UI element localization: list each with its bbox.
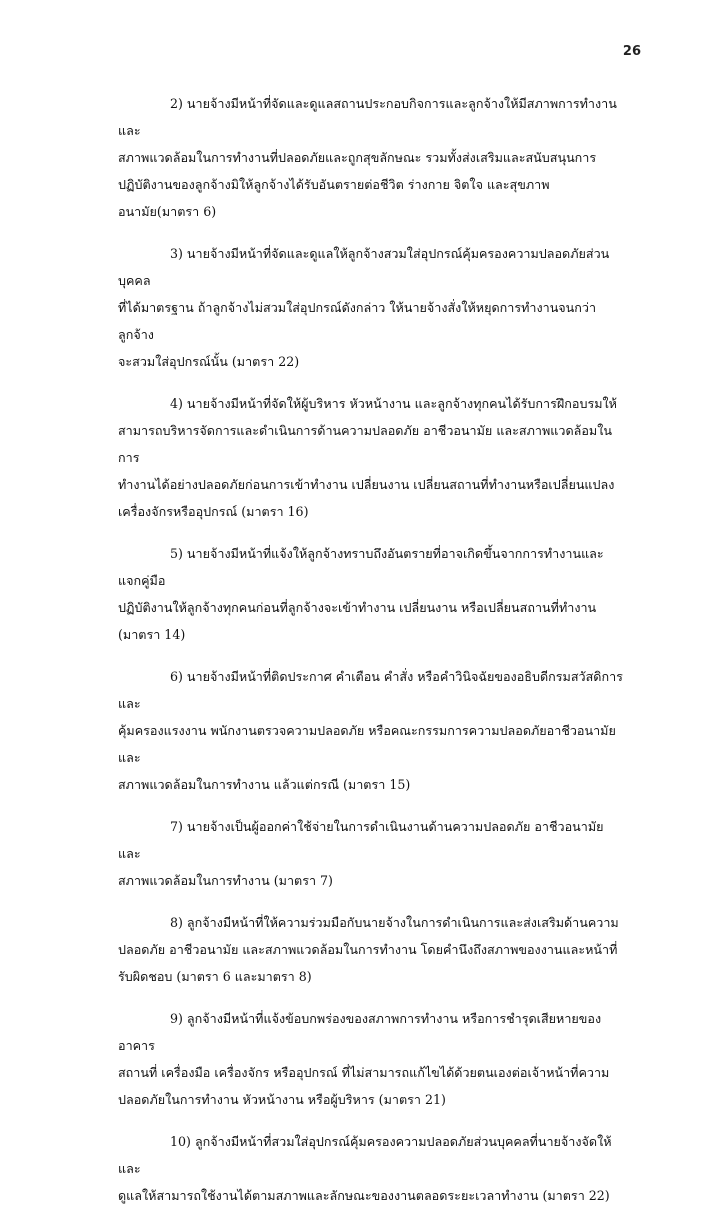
- paragraph-line: 3) นายจ้างมีหน้าที่จัดและดูแลให้ลูกจ้างสวมใส่อุปกรณ์คุ้มครองความปลอดภัยส่วนบุคคล: [118, 246, 610, 288]
- numbered-paragraph: [118, 240, 623, 375]
- paragraph-line: สภาพแวดล้อมในการทำงานที่ปลอดภัยและถูกสุขลักษณะ รวมทั้งส่งเสริมและสนับสนุนการ: [118, 150, 597, 165]
- body-text: [118, 90, 623, 1224]
- paragraph-line: ที่ได้มาตรฐาน ถ้าลูกจ้างไม่สวมใส่อุปกรณ์ดังกล่าว ให้นายจ้างสั่งให้หยุดการทำงานจนกว่าลูกจ้าง: [118, 300, 597, 342]
- paragraph-line: เครื่องจักรหรืออุปกรณ์ (มาตรา 16): [118, 504, 309, 519]
- paragraph-line: ปฏิบัติงานให้ลูกจ้างทุกคนก่อนที่ลูกจ้างจะเข้าทำงาน เปลี่ยนงาน หรือเปลี่ยนสถานที่ทำงาน: [118, 600, 597, 615]
- paragraph-line: 2) นายจ้างมีหน้าที่จัดและดูแลสถานประกอบกิจการและลูกจ้างให้มีสภาพการทำงานและ: [118, 96, 617, 138]
- paragraph-line: (มาตรา 14): [118, 627, 186, 642]
- paragraph-line: ดูแลให้สามารถใช้งานได้ตามสภาพและลักษณะของงานตลอดระยะเวลาทำงาน (มาตรา 22): [118, 1188, 610, 1203]
- numbered-paragraph: [118, 540, 623, 648]
- paragraph-line: จะสวมใส่อุปกรณ์นั้น (มาตรา 22): [118, 354, 300, 369]
- paragraph-line: สภาพแวดล้อมในการทำงาน แล้วแต่กรณี (มาตรา 15): [118, 777, 411, 792]
- paragraph-line: 9) ลูกจ้างมีหน้าที่แจ้งข้อบกพร่องของสภาพการทำงาน หรือการชำรุดเสียหายของอาคาร: [118, 1011, 602, 1053]
- paragraph-line: 10) ลูกจ้างมีหน้าที่สวมใส่อุปกรณ์คุ้มครองความปลอดภัยส่วนบุคคลที่นายจ้างจัดให้ และ: [118, 1134, 612, 1176]
- numbered-paragraph: [118, 1005, 623, 1113]
- paragraph-line: รับผิดชอบ (มาตรา 6 และมาตรา 8): [118, 969, 312, 984]
- numbered-paragraph: [118, 390, 623, 525]
- paragraph-line: ปฏิบัติงานของลูกจ้างมิให้ลูกจ้างได้รับอันตรายต่อชีวิต ร่างกาย จิตใจ และสุขภาพอนามัย(มาตรา 6): [118, 177, 550, 219]
- paragraph-line: 4) นายจ้างมีหน้าที่จัดให้ผู้บริหาร หัวหน้างาน และลูกจ้างทุกคนได้รับการฝึกอบรมให้: [170, 396, 617, 411]
- paragraph-line: 7) นายจ้างเป็นผู้ออกค่าใช้จ่ายในการดำเนินงานด้านความปลอดภัย อาชีวอนามัยและ: [118, 819, 604, 861]
- paragraph-line: 5) นายจ้างมีหน้าที่แจ้งให้ลูกจ้างทราบถึงอันตรายที่อาจเกิดขึ้นจากการทำงานและแจกคู่มือ: [118, 546, 604, 588]
- numbered-paragraph: [118, 813, 623, 894]
- numbered-paragraph: [118, 663, 623, 798]
- numbered-paragraph: [118, 1128, 623, 1209]
- page-number: 26: [622, 44, 641, 59]
- paragraph-line: 6) นายจ้างมีหน้าที่ติดประกาศ คำเตือน คำสั่ง หรือคำวินิจฉัยของอธิบดีกรมสวัสดิการและ: [118, 669, 623, 711]
- numbered-paragraph: [118, 909, 623, 990]
- paragraph-line: สภาพแวดล้อมในการทำงาน (มาตรา 7): [118, 873, 333, 888]
- paragraph-line: 8) ลูกจ้างมีหน้าที่ให้ความร่วมมือกับนายจ้างในการดำเนินการและส่งเสริมด้านความ: [170, 915, 619, 930]
- paragraph-line: ปลอดภัย อาชีวอนามัย และสภาพแวดล้อมในการทำงาน โดยคำนึงถึงสภาพของงานและหน้าที่: [118, 942, 618, 957]
- paragraph-line: คุ้มครองแรงงาน พนักงานตรวจความปลอดภัย หรือคณะกรรมการความปลอดภัยอาชีวอนามัย และ: [118, 723, 616, 765]
- paragraph-line: สถานที่ เครื่องมือ เครื่องจักร หรืออุปกรณ์ ที่ไม่สามารถแก้ไขได้ด้วยตนเองต่อเจ้าหน้าที่ความ: [118, 1065, 610, 1080]
- paragraph-line: สามารถบริหารจัดการและดำเนินการด้านความปลอดภัย อาชีวอนามัย และสภาพแวดล้อมในการ: [118, 423, 612, 465]
- paragraph-line: ปลอดภัยในการทำงาน หัวหน้างาน หรือผู้บริหาร (มาตรา 21): [118, 1092, 446, 1107]
- paragraph-line: ทำงานได้อย่างปลอดภัยก่อนการเข้าทำงาน เปลี่ยนงาน เปลี่ยนสถานที่ทำงานหรือเปลี่ยนแปลง: [118, 477, 615, 492]
- numbered-paragraph: [118, 90, 623, 225]
